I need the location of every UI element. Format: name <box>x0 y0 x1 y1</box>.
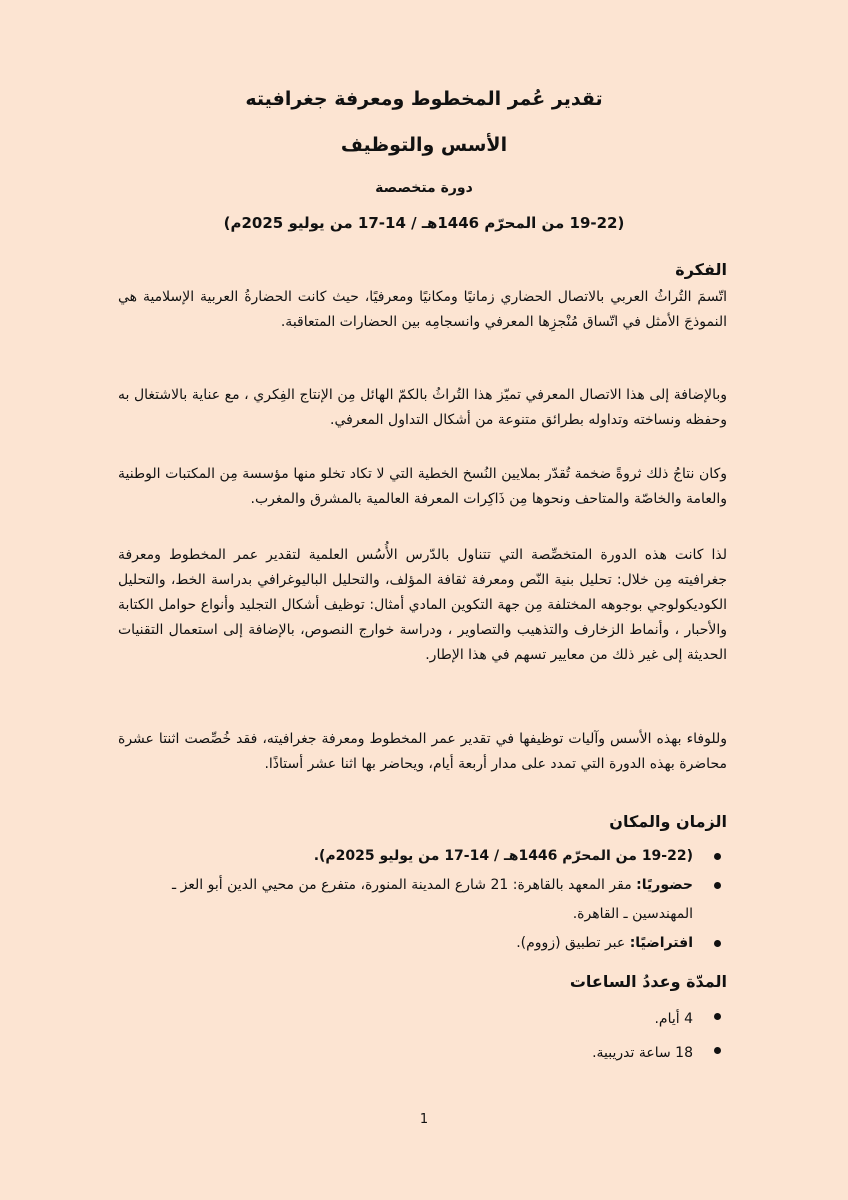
list-item <box>118 929 727 958</box>
time-place-heading: الزمان والمكان <box>609 812 727 831</box>
in-person-label: حضوريًا: <box>636 877 693 893</box>
course-type: دورة متخصصة <box>375 180 473 196</box>
course-dates: (19-22 من المحرّم 1446هـ / 14-17 من يوليو 2025م) <box>223 214 625 232</box>
idea-paragraph-2: وبالإضافة إلى هذا الاتصال المعرفي تميّز هذا التُراثُ بالكمّ الهائل مِن الإنتاج الفِكري ، مع عناية بالاشتغال به وحفظه ونساخته وتداوله بطرائق متنوعة من أشكال التداول المعرفي. <box>118 387 727 428</box>
days-count: 4 أيام. <box>654 1011 693 1027</box>
duration-heading: المدّة وعددُ الساعات <box>569 972 727 991</box>
page-number: 1 <box>419 1112 429 1127</box>
idea-paragraph-4: لذا كانت هذه الدورة المتخصِّصة التي تتناول بالدّرس الأُسُس العلمية لتقدير عمر المخطوط ومعرفة جغرافيته مِن خلال: تحليل بنية النّص ومعرفة ثقافة المؤلف، والتحليل الباليوغرافي بدراسة الخط، والتحليل الكوديكولوجي بوجوهه المختلفة مِن جهة التكوين المادي أمثال: توظيف أشكال التجليد وأنواع حوامل الكتابة والأحبار ، وأنماط الزخارف والتذهيب والتصاوير ، ودراسة خوارج النصوص، بالإضافة إلى استعمال التقنيات الحديثة إلى غير ذلك من معايير تسهم في هذا الإطار. <box>118 547 727 663</box>
idea-heading: الفكرة <box>675 260 727 279</box>
document-title: تقدير عُمر المخطوط ومعرفة جغرافيته <box>245 88 603 110</box>
list-item <box>118 1036 727 1070</box>
idea-paragraph-5: وللوفاء بهذه الأسس وآليات توظيفها في تقدير عمر المخطوط ومعرفة جغرافيته، فقد خُصِّصت اثنتا عشرة محاضرة بهذه الدورة التي تمدد على مدار أربعة أيام، ويحاضر بها اثنا عشر أستاذًا. <box>118 731 727 772</box>
list-item <box>118 842 727 871</box>
document-subtitle: الأسس والتوظيف <box>340 134 508 156</box>
hours-count: 18 ساعة تدريبية. <box>592 1045 693 1061</box>
duration-list <box>118 1002 727 1070</box>
in-person-address: مقر المعهد بالقاهرة: 21 شارع المدينة المنورة، متفرع من محيي الدين أبو العز ـ المهندسين ـ القاهرة. <box>172 877 693 922</box>
idea-paragraph-1: اتّسمَ التُراثُ العربي بالاتصال الحضاري زمانيًا ومكانيًا ومعرفيًا، حيث كانت الحضارةُ العربية الإسلامية هي النموذجَ الأمثل في اتّساق مُنْجزِها المعرفي وانسجامِه بين الحضارات المتعاقبة. <box>118 289 727 330</box>
list-item <box>118 1002 727 1036</box>
virtual-text: عبر تطبيق (زووم). <box>516 935 630 951</box>
time-place-list <box>118 842 727 958</box>
idea-paragraph-3: وكان نتاجُ ذلك ثروةً ضخمة تُقدّر بملايين النُسخ الخطية التي لا تكاد تخلو منها مؤسسة مِن المكتبات الوطنية والعامة والخاصّة والمتاحف ونحوها مِن ذَاكِرات المعرفة العالمية بالمشرق والمغرب. <box>118 466 727 507</box>
dates-item: (19-22 من المحرّم 1446هـ / 14-17 من يوليو 2025م). <box>313 848 693 864</box>
list-item <box>118 871 727 929</box>
virtual-label: افتراضيًا: <box>629 935 693 951</box>
